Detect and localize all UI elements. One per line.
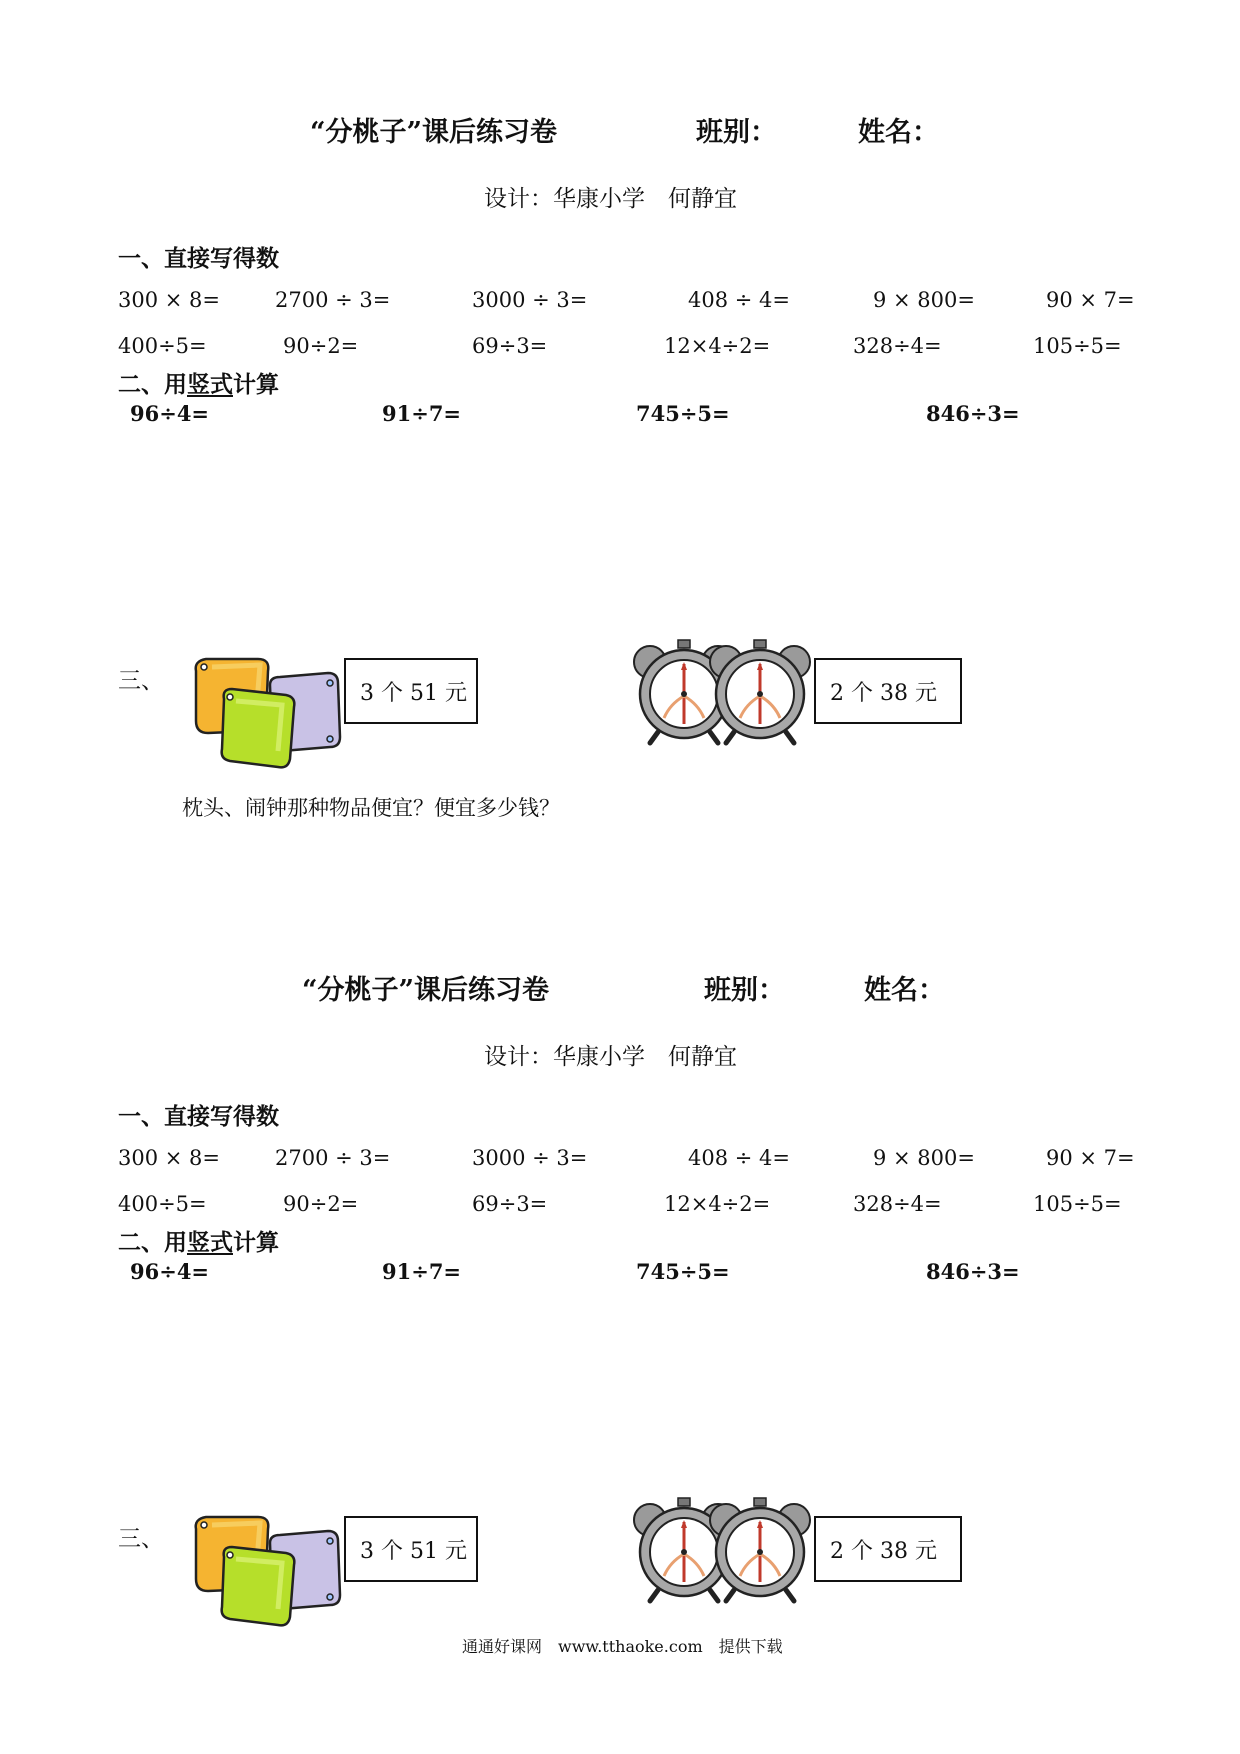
section2-heading (118, 366, 279, 399)
section1-heading: 一、直接写得数 (118, 246, 279, 272)
section2-heading-suffix: 计算 (233, 1230, 279, 1256)
calc-item: 300 × 8= (118, 1146, 220, 1170)
vertical-calc-item: 846÷3= (926, 401, 1020, 426)
vertical-calc-item: 96÷4= (130, 401, 210, 426)
class-label: 班别： (696, 117, 777, 148)
vertical-calc-item: 96÷4= (130, 1259, 210, 1284)
class-label: 班别： (704, 975, 785, 1006)
calc-item: 90 × 7= (1046, 1146, 1135, 1170)
calc-item: 400÷5= (118, 334, 207, 358)
section2-heading-underlined: 竖式 (187, 1230, 233, 1256)
calc-item: 3000 ÷ 3= (472, 288, 588, 312)
designer-line: 设计：华康小学 何静宜 (484, 1044, 737, 1070)
calc-item: 90 × 7= (1046, 288, 1135, 312)
pillows-icon (190, 655, 350, 775)
calc-item: 9 × 800= (873, 288, 975, 312)
pillow-price-box: 3 个 51 元 (344, 1516, 478, 1582)
calc-item: 69÷3= (472, 334, 548, 358)
designer-line: 设计：华康小学 何静宜 (484, 186, 737, 212)
calc-item: 12×4÷2= (664, 1192, 771, 1216)
calc-item: 400÷5= (118, 1192, 207, 1216)
pillows-icon (190, 1513, 350, 1633)
alarm-clocks-icon (634, 1498, 814, 1603)
calc-item: 90÷2= (283, 334, 359, 358)
section3-question: 枕头、闹钟那种物品便宜？便宜多少钱？ (182, 796, 560, 820)
clock-price-box: 2 个 38 元 (814, 658, 962, 724)
calc-item: 69÷3= (472, 1192, 548, 1216)
pillow-price-box: 3 个 51 元 (344, 658, 478, 724)
calc-item: 328÷4= (853, 1192, 942, 1216)
worksheet-copy-2 (0, 858, 1240, 1718)
clock-price-box: 2 个 38 元 (814, 1516, 962, 1582)
calc-item: 12×4÷2= (664, 334, 771, 358)
calc-item: 408 ÷ 4= (688, 1146, 790, 1170)
section2-heading (118, 1224, 279, 1257)
section2-heading-prefix: 二、用 (118, 1230, 187, 1256)
calc-item: 300 × 8= (118, 288, 220, 312)
calc-item: 90÷2= (283, 1192, 359, 1216)
alarm-clocks-icon (634, 640, 814, 745)
calc-item: 105÷5= (1033, 1192, 1122, 1216)
calc-item: 9 × 800= (873, 1146, 975, 1170)
worksheet-title: “分桃子”课后练习卷 (302, 975, 550, 1006)
name-label: 姓名： (864, 975, 945, 1006)
section3-label: 三、 (118, 1526, 164, 1552)
calc-item: 2700 ÷ 3= (275, 1146, 391, 1170)
vertical-calc-item: 91÷7= (382, 401, 462, 426)
section2-heading-suffix: 计算 (233, 372, 279, 398)
footer-credit: 通通好课网 www.tthaoke.com 提供下载 (462, 1637, 783, 1656)
worksheet-title: “分桃子”课后练习卷 (310, 117, 558, 148)
vertical-calc-item: 745÷5= (636, 401, 730, 426)
vertical-calc-item: 91÷7= (382, 1259, 462, 1284)
section1-heading: 一、直接写得数 (118, 1104, 279, 1130)
section2-heading-prefix: 二、用 (118, 372, 187, 398)
worksheet-copy-1 (0, 0, 1240, 860)
calc-item: 328÷4= (853, 334, 942, 358)
calc-item: 105÷5= (1033, 334, 1122, 358)
calc-item: 2700 ÷ 3= (275, 288, 391, 312)
section2-heading-underlined: 竖式 (187, 372, 233, 398)
calc-item: 3000 ÷ 3= (472, 1146, 588, 1170)
vertical-calc-item: 745÷5= (636, 1259, 730, 1284)
name-label: 姓名： (858, 117, 939, 148)
vertical-calc-item: 846÷3= (926, 1259, 1020, 1284)
calc-item: 408 ÷ 4= (688, 288, 790, 312)
section3-label: 三、 (118, 668, 164, 694)
